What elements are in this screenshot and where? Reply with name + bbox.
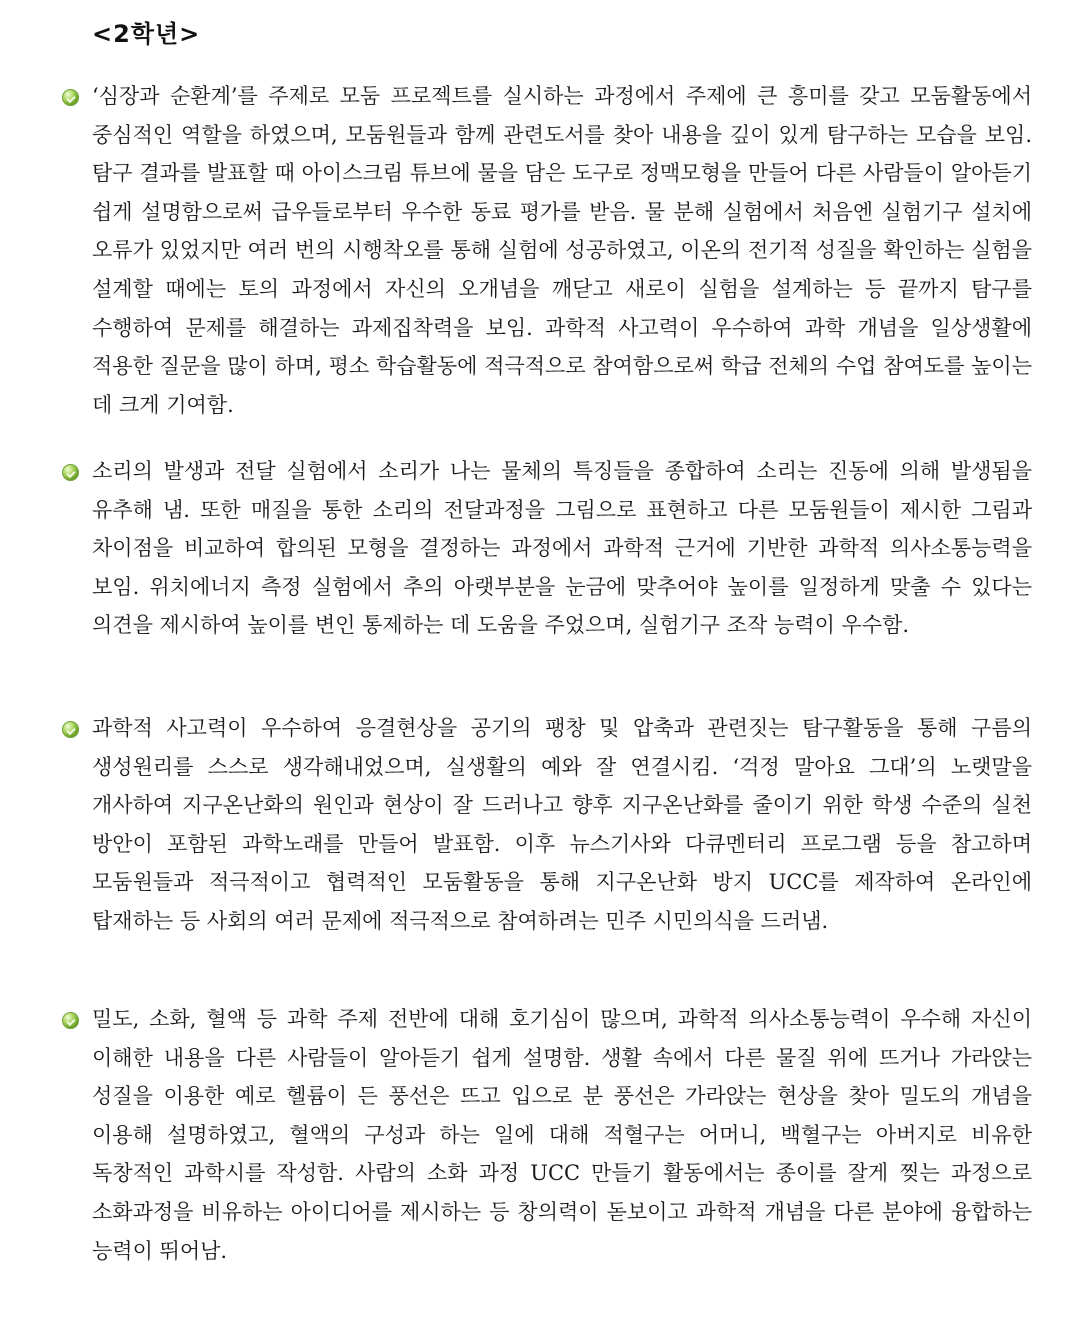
green-bullet-icon: [62, 464, 79, 481]
record-entry-text: 과학적 사고력이 우수하여 응결현상을 공기의 팽창 및 압축과 관련짓는 탐구활동을 통해 구름의 생성원리를 스스로 생각해내었으며, 실생활의 예와 잘 연결시킴. ‘걱정 말아요 그대’의 노랫말을 개사하여 지구온난화의 원인과 현상이 잘 드러나고 향후 지구온난화를 줄이기 위한 학생 수준의 실천 방안이 포함된 과학노래를 만들어 발표함. 이후 뉴스기사와 다큐멘터리 프로그램 등을 참고하며 모둠원들과 적극적이고 협력적인 모둠활동을 통해 지구온난화 방지 UCC를 제작하여 온라인에 탑재하는 등 사회의 여러 문제에 적극적으로 참여하려는 민주 시민의식을 드러냄.: [92, 716, 1032, 933]
record-entry-3: [62, 709, 1032, 941]
record-entry-text: 소리의 발생과 전달 실험에서 소리가 나는 물체의 특징들을 종합하여 소리는 진동에 의해 발생됨을 유추해 냄. 또한 매질을 통한 소리의 전달과정을 그림으로 표현하고 다른 모둠원들이 제시한 그림과 차이점을 비교하여 합의된 모형을 결정하는 과정에서 과학적 근거에 기반한 과학적 의사소통능력을 보임. 위치에너지 측정 실험에서 추의 아랫부분을 눈금에 맞추어야 높이를 일정하게 맞출 수 있다는 의견을 제시하여 높이를 변인 통제하는 데 도움을 주었으며, 실험기구 조작 능력이 우수함.: [92, 459, 1032, 638]
grade-heading: <2학년>: [92, 20, 201, 48]
record-entry-2: [62, 452, 1032, 645]
green-bullet-icon: [62, 1012, 79, 1029]
record-entry-4: [62, 1000, 1032, 1270]
green-bullet-icon: [62, 721, 79, 738]
record-entry-1: [62, 77, 1032, 424]
record-entry-text: ‘심장과 순환계’를 주제로 모둠 프로젝트를 실시하는 과정에서 주제에 큰 흥미를 갖고 모둠활동에서 중심적인 역할을 하였으며, 모둠원들과 함께 관련도서를 찾아 내용을 깊이 있게 탐구하는 모습을 보임. 탐구 결과를 발표할 때 아이스크림 튜브에 물을 담은 도구로 정맥모형을 만들어 다른 사람들이 알아듣기 쉽게 설명함으로써 급우들로부터 우수한 동료 평가를 받음. 물 분해 실험에서 처음엔 실험기구 설치에 오류가 있었지만 여러 번의 시행착오를 통해 실험에 성공하였고, 이온의 전기적 성질을 확인하는 실험을 설계할 때에는 토의 과정에서 자신의 오개념을 깨닫고 새로이 실험을 설계하는 등 끝까지 탐구를 수행하여 문제를 해결하는 과제집착력을 보임. 과학적 사고력이 우수하여 과학 개념을 일상생활에 적용한 질문을 많이 하며, 평소 학습활동에 적극적으로 참여함으로써 학급 전체의 수업 참여도를 높이는 데 크게 기여함.: [92, 84, 1032, 417]
green-bullet-icon: [62, 89, 79, 106]
record-entry-text: 밀도, 소화, 혈액 등 과학 주제 전반에 대해 호기심이 많으며, 과학적 의사소통능력이 우수해 자신이 이해한 내용을 다른 사람들이 알아듣기 쉽게 설명함. 생활 속에서 다른 물질 위에 뜨거나 가라앉는 성질을 이용한 예로 헬륨이 든 풍선은 뜨고 입으로 분 풍선은 가라앉는 현상을 찾아 밀도의 개념을 이용해 설명하였고, 혈액의 구성과 하는 일에 대해 적혈구는 어머니, 백혈구는 아버지로 비유한 독창적인 과학시를 작성함. 사람의 소화 과정 UCC 만들기 활동에서는 종이를 잘게 찢는 과정으로 소화과정을 비유하는 아이디어를 제시하는 등 창의력이 돋보이고 과학적 개념을 다른 분야에 융합하는 능력이 뛰어남.: [92, 1007, 1032, 1263]
